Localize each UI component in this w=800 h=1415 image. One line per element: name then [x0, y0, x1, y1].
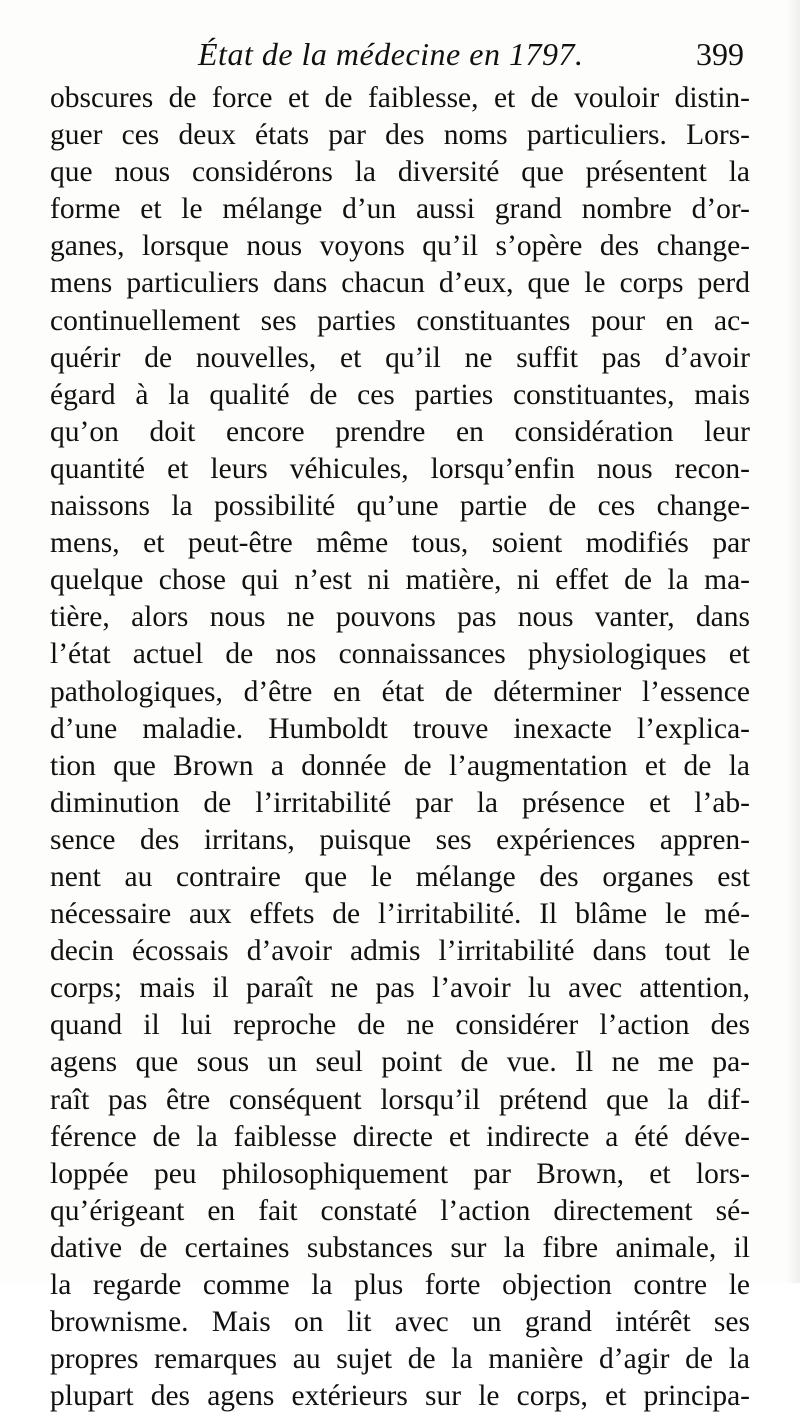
text-line: plupart des agens extérieurs sur le corps, et principa-	[50, 1380, 750, 1413]
text-line: qu’érigeant en fait constaté l’action directement sé-	[50, 1194, 750, 1227]
text-line: quantité et leurs véhicules, lorsqu’enfin nous recon-	[50, 452, 750, 485]
text-line: que nous considérons la diversité que présentent la	[50, 156, 750, 189]
text-line: forme et le mélange d’un aussi grand nombre d’or-	[50, 193, 750, 226]
text-line: la regarde comme la plus forte objection contre le	[50, 1269, 750, 1301]
text-line: guer ces deux états par des noms particuliers. Lors-	[50, 119, 750, 152]
text-line: corps; mais il paraît ne pas l’avoir lu avec attention,	[50, 972, 750, 1005]
text-line: férence de la faiblesse directe et indirecte a été déve-	[50, 1120, 750, 1153]
text-line: tion que Brown a donnée de l’augmentation et de la	[50, 749, 750, 782]
text-line: quelque chose qui n’est ni matière, ni effet de la ma-	[50, 564, 750, 597]
text-line: continuellement ses parties constituantes pour en ac-	[50, 304, 750, 337]
text-line: qu’on doit encore prendre en considération leur	[50, 415, 750, 448]
text-line: quérir de nouvelles, et qu’il ne suffit pas d’avoir	[50, 341, 750, 374]
running-head: État de la médecine en 1797.	[198, 36, 584, 72]
text-line: propres remarques au sujet de la manière d’agir de la	[50, 1343, 750, 1376]
text-line: decin écossais d’avoir admis l’irritabilité dans tout le	[50, 935, 750, 968]
text-line: d’une maladie. Humboldt trouve inexacte l’explica-	[50, 712, 750, 745]
page-number: 399	[696, 36, 744, 72]
text-line: diminution de l’irritabilité par la présence et l’ab-	[50, 786, 750, 819]
text-line: tière, alors nous ne pouvons pas nous vanter, dans	[50, 601, 750, 634]
page-header	[0, 30, 800, 74]
text-line: égard à la qualité de ces parties constituantes, mais	[50, 378, 750, 411]
body-text	[50, 80, 750, 1415]
text-line: obscures de force et de faiblesse, et de vouloir distin-	[50, 82, 750, 114]
page-edge-shadow	[786, 0, 800, 1283]
text-line: raît pas être conséquent lorsqu’il prétend que la dif-	[50, 1083, 750, 1116]
text-line: ganes, lorsque nous voyons qu’il s’opère des change-	[50, 230, 750, 263]
text-line: mens, et peut-être même tous, soient modifiés par	[50, 527, 750, 560]
text-line: sence des irritans, puisque ses expériences appren-	[50, 823, 750, 856]
text-line: l’état actuel de nos connaissances physiologiques et	[50, 638, 750, 671]
text-line: pathologiques, d’être en état de déterminer l’essence	[50, 675, 750, 708]
text-line: mens particuliers dans chacun d’eux, que le corps perd	[50, 267, 750, 300]
text-line: naissons la possibilité qu’une partie de ces change-	[50, 490, 750, 523]
text-line: nécessaire aux effets de l’irritabilité. Il blâme le mé-	[50, 898, 750, 931]
text-line: nent au contraire que le mélange des organes est	[50, 860, 750, 893]
text-line: quand il lui reproche de ne considérer l’action des	[50, 1009, 750, 1042]
text-line: brownisme. Mais on lit avec un grand intérêt ses	[50, 1306, 750, 1339]
text-line: dative de certaines substances sur la fibre animale, il	[50, 1231, 750, 1264]
text-line: loppée peu philosophiquement par Brown, et lors-	[50, 1157, 750, 1190]
text-line: agens que sous un seul point de vue. Il ne me pa-	[50, 1046, 750, 1079]
